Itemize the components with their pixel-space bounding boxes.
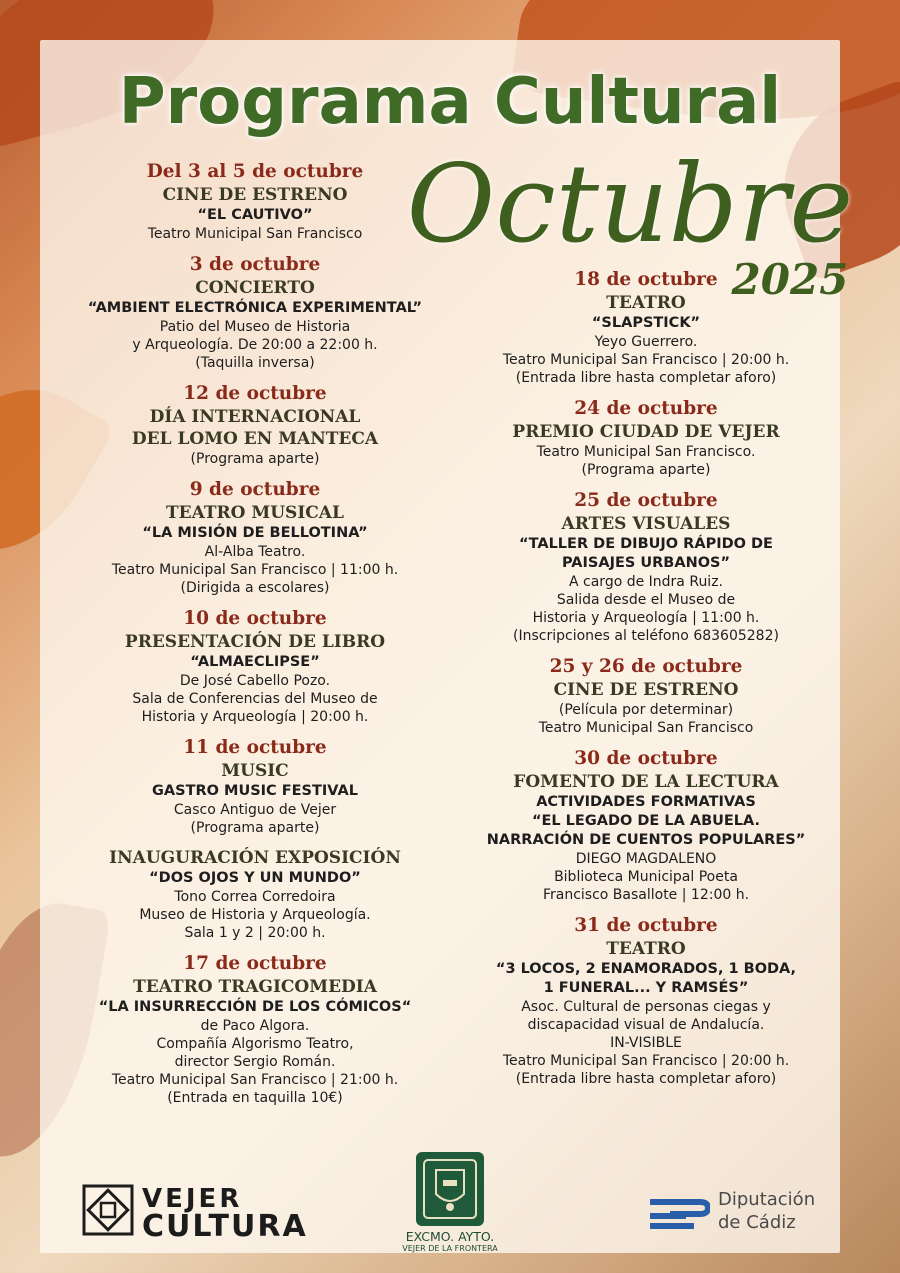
- event-detail-line: Teatro Municipal San Francisco | 20:00 h.: [502, 352, 790, 368]
- event-title: “TALLER DE DIBUJO RÁPIDO DE PAISAJES URBANOS”: [519, 536, 773, 571]
- event-date: 9 de octubre: [189, 479, 321, 500]
- event-detail-line: Historia y Arqueología | 11:00 h.: [532, 610, 760, 626]
- event-detail-line: Biblioteca Municipal Poeta: [554, 869, 738, 885]
- ayuntamiento-shield-icon: [416, 1152, 484, 1226]
- event-item: [60, 607, 450, 726]
- event-title: ACTIVIDADES FORMATIVAS “EL LEGADO DE LA ABUELA. NARRACIÓN DE CUENTOS POPULARES”: [486, 794, 806, 848]
- event-detail-line: Francisco Basallote | 12:00 h.: [542, 887, 750, 903]
- event-detail-line: discapacidad visual de Andalucía.: [527, 1017, 765, 1033]
- diputacion-text: [718, 1188, 815, 1234]
- event-date: 11 de octubre: [183, 737, 327, 758]
- event-date: 3 de octubre: [189, 254, 321, 275]
- event-detail-line: de Paco Algora.: [200, 1018, 310, 1034]
- event-detail-line: (Programa aparte): [190, 451, 320, 467]
- event-detail-line: (Entrada en taquilla 10€): [167, 1090, 343, 1106]
- event-category: FOMENTO DE LA LECTURA: [513, 772, 779, 792]
- event-detail-line: Teatro Municipal San Francisco | 21:00 h.: [111, 1072, 399, 1088]
- ayuntamiento-logo: [390, 1152, 510, 1254]
- poster-year: 2025: [731, 255, 849, 304]
- event-title: “AMBIENT ELECTRÓNICA EXPERIMENTAL”: [87, 300, 423, 316]
- event-item: [60, 253, 450, 372]
- event-title: “EL CAUTIVO”: [197, 207, 313, 223]
- event-item: [60, 160, 450, 243]
- cultura-text: CULTURA: [142, 1209, 308, 1244]
- event-detail-line: Museo de Historia y Arqueología.: [139, 907, 371, 923]
- event-detail-line: DIEGO MAGDALENO: [575, 851, 717, 867]
- event-item: [60, 952, 450, 1107]
- poster-month: Octubre: [406, 142, 854, 267]
- event-detail-line: (Entrada libre hasta completar aforo): [515, 1071, 777, 1087]
- event-category: TEATRO MUSICAL: [166, 503, 344, 523]
- events-left-column: [60, 160, 450, 1117]
- sponsor-logos: [0, 1150, 900, 1260]
- event-detail-line: (Programa aparte): [581, 462, 711, 478]
- event-detail-line: (Programa aparte): [190, 820, 320, 836]
- event-item: [60, 847, 450, 942]
- event-category: TEATRO: [606, 293, 686, 313]
- event-item: [60, 736, 450, 837]
- event-title: “SLAPSTICK”: [591, 315, 701, 331]
- event-category: ARTES VISUALES: [561, 514, 731, 534]
- event-detail-line: De José Cabello Pozo.: [179, 673, 331, 689]
- event-item: [460, 914, 832, 1088]
- event-detail-line: Teatro Municipal San Francisco | 20:00 h.: [502, 1053, 790, 1069]
- events-right-column: [460, 268, 832, 1098]
- event-item: [460, 397, 832, 479]
- event-category: DÍA INTERNACIONAL DEL LOMO EN MANTECA: [131, 407, 379, 449]
- event-detail-line: Asoc. Cultural de personas ciegas y: [521, 999, 771, 1015]
- event-date: 31 de octubre: [574, 915, 718, 936]
- diputacion-logo: [648, 1188, 848, 1238]
- event-date: 17 de octubre: [183, 953, 327, 974]
- event-category: TEATRO: [606, 939, 686, 959]
- event-detail-line: (Inscripciones al teléfono 683605282): [513, 628, 779, 644]
- event-title: GASTRO MUSIC FESTIVAL: [152, 783, 358, 799]
- event-detail-line: Teatro Municipal San Francisco.: [536, 444, 756, 460]
- event-date: Del 3 al 5 de octubre: [146, 161, 364, 182]
- event-detail-line: Patio del Museo de Historia: [159, 319, 351, 335]
- event-category: TEATRO TRAGICOMEDIA: [133, 977, 377, 997]
- event-title: “3 LOCOS, 2 ENAMORADOS, 1 BODA, 1 FUNERAL... Y RAMSÉS”: [495, 961, 797, 996]
- event-title: “LA MISIÓN DE BELLOTINA”: [142, 525, 368, 541]
- event-detail-line: Al-Alba Teatro.: [204, 544, 306, 560]
- event-detail-line: Casco Antiguo de Vejer: [173, 802, 337, 818]
- event-detail-line: Teatro Municipal San Francisco | 11:00 h.: [111, 562, 399, 578]
- diputacion-wave-icon: [648, 1192, 710, 1232]
- event-item: [460, 489, 832, 645]
- event-detail-line: Yeyo Guerrero.: [594, 334, 698, 350]
- event-detail-line: Salida desde el Museo de: [556, 592, 736, 608]
- event-category: CINE DE ESTRENO: [553, 680, 739, 700]
- event-detail-line: Tono Correa Corredoira: [174, 889, 336, 905]
- event-category: MUSIC: [221, 761, 289, 781]
- event-item: [60, 382, 450, 468]
- event-date: 12 de octubre: [183, 383, 327, 404]
- event-detail-line: Teatro Municipal San Francisco: [147, 226, 363, 242]
- event-title: “DOS OJOS Y UN MUNDO”: [149, 870, 361, 886]
- event-detail-line: Teatro Municipal San Francisco: [538, 720, 754, 736]
- event-detail-line: (Taquilla inversa): [195, 355, 315, 371]
- event-detail-line: Sala 1 y 2 | 20:00 h.: [184, 925, 326, 941]
- vejer-cultura-icon: [82, 1184, 134, 1236]
- event-title: “ALMAECLIPSE”: [190, 654, 320, 670]
- event-date: 18 de octubre: [574, 269, 718, 290]
- diputacion-line1: Diputación: [718, 1189, 816, 1210]
- event-detail-line: director Sergio Román.: [174, 1054, 336, 1070]
- event-detail-line: (Dirigida a escolares): [180, 580, 330, 596]
- ayuntamiento-name: EXCMO. AYTO.: [405, 1229, 495, 1244]
- event-date: 10 de octubre: [183, 608, 327, 629]
- event-detail-line: (Entrada libre hasta completar aforo): [515, 370, 777, 386]
- event-item: [460, 655, 832, 737]
- event-date: 25 y 26 de octubre: [549, 656, 743, 677]
- event-item: [460, 747, 832, 904]
- event-detail-line: (Película por determinar): [558, 702, 734, 718]
- event-category: CINE DE ESTRENO: [162, 185, 348, 205]
- event-detail-line: Sala de Conferencias del Museo de: [132, 691, 378, 707]
- event-detail-line: Historia y Arqueología | 20:00 h.: [141, 709, 369, 725]
- event-category: PREMIO CIUDAD DE VEJER: [512, 422, 780, 442]
- event-category: INAUGURACIÓN EXPOSICIÓN: [109, 848, 401, 868]
- event-detail-line: Compañía Algorismo Teatro,: [156, 1036, 354, 1052]
- event-title: “LA INSURRECCIÓN DE LOS CÓMICOS“: [98, 999, 412, 1015]
- poster-title: Programa Cultural: [118, 65, 782, 139]
- event-category: PRESENTACIÓN DE LIBRO: [124, 632, 386, 652]
- event-category: CONCIERTO: [195, 278, 315, 298]
- vejer-cultura-logo: [82, 1184, 322, 1244]
- event-detail-line: A cargo de Indra Ruiz.: [569, 574, 723, 590]
- event-date: 24 de octubre: [574, 398, 718, 419]
- event-date: 30 de octubre: [574, 748, 718, 769]
- ayuntamiento-town: VEJER DE LA FRONTERA: [402, 1244, 498, 1253]
- event-detail-line: IN-VISIBLE: [610, 1035, 682, 1051]
- vejer-text: VEJER: [142, 1184, 243, 1214]
- event-item: [60, 478, 450, 597]
- event-detail-line: y Arqueología. De 20:00 a 22:00 h.: [132, 337, 378, 353]
- diputacion-line2: de Cádiz: [718, 1212, 796, 1233]
- event-date: 25 de octubre: [574, 490, 718, 511]
- event-item: [460, 268, 832, 387]
